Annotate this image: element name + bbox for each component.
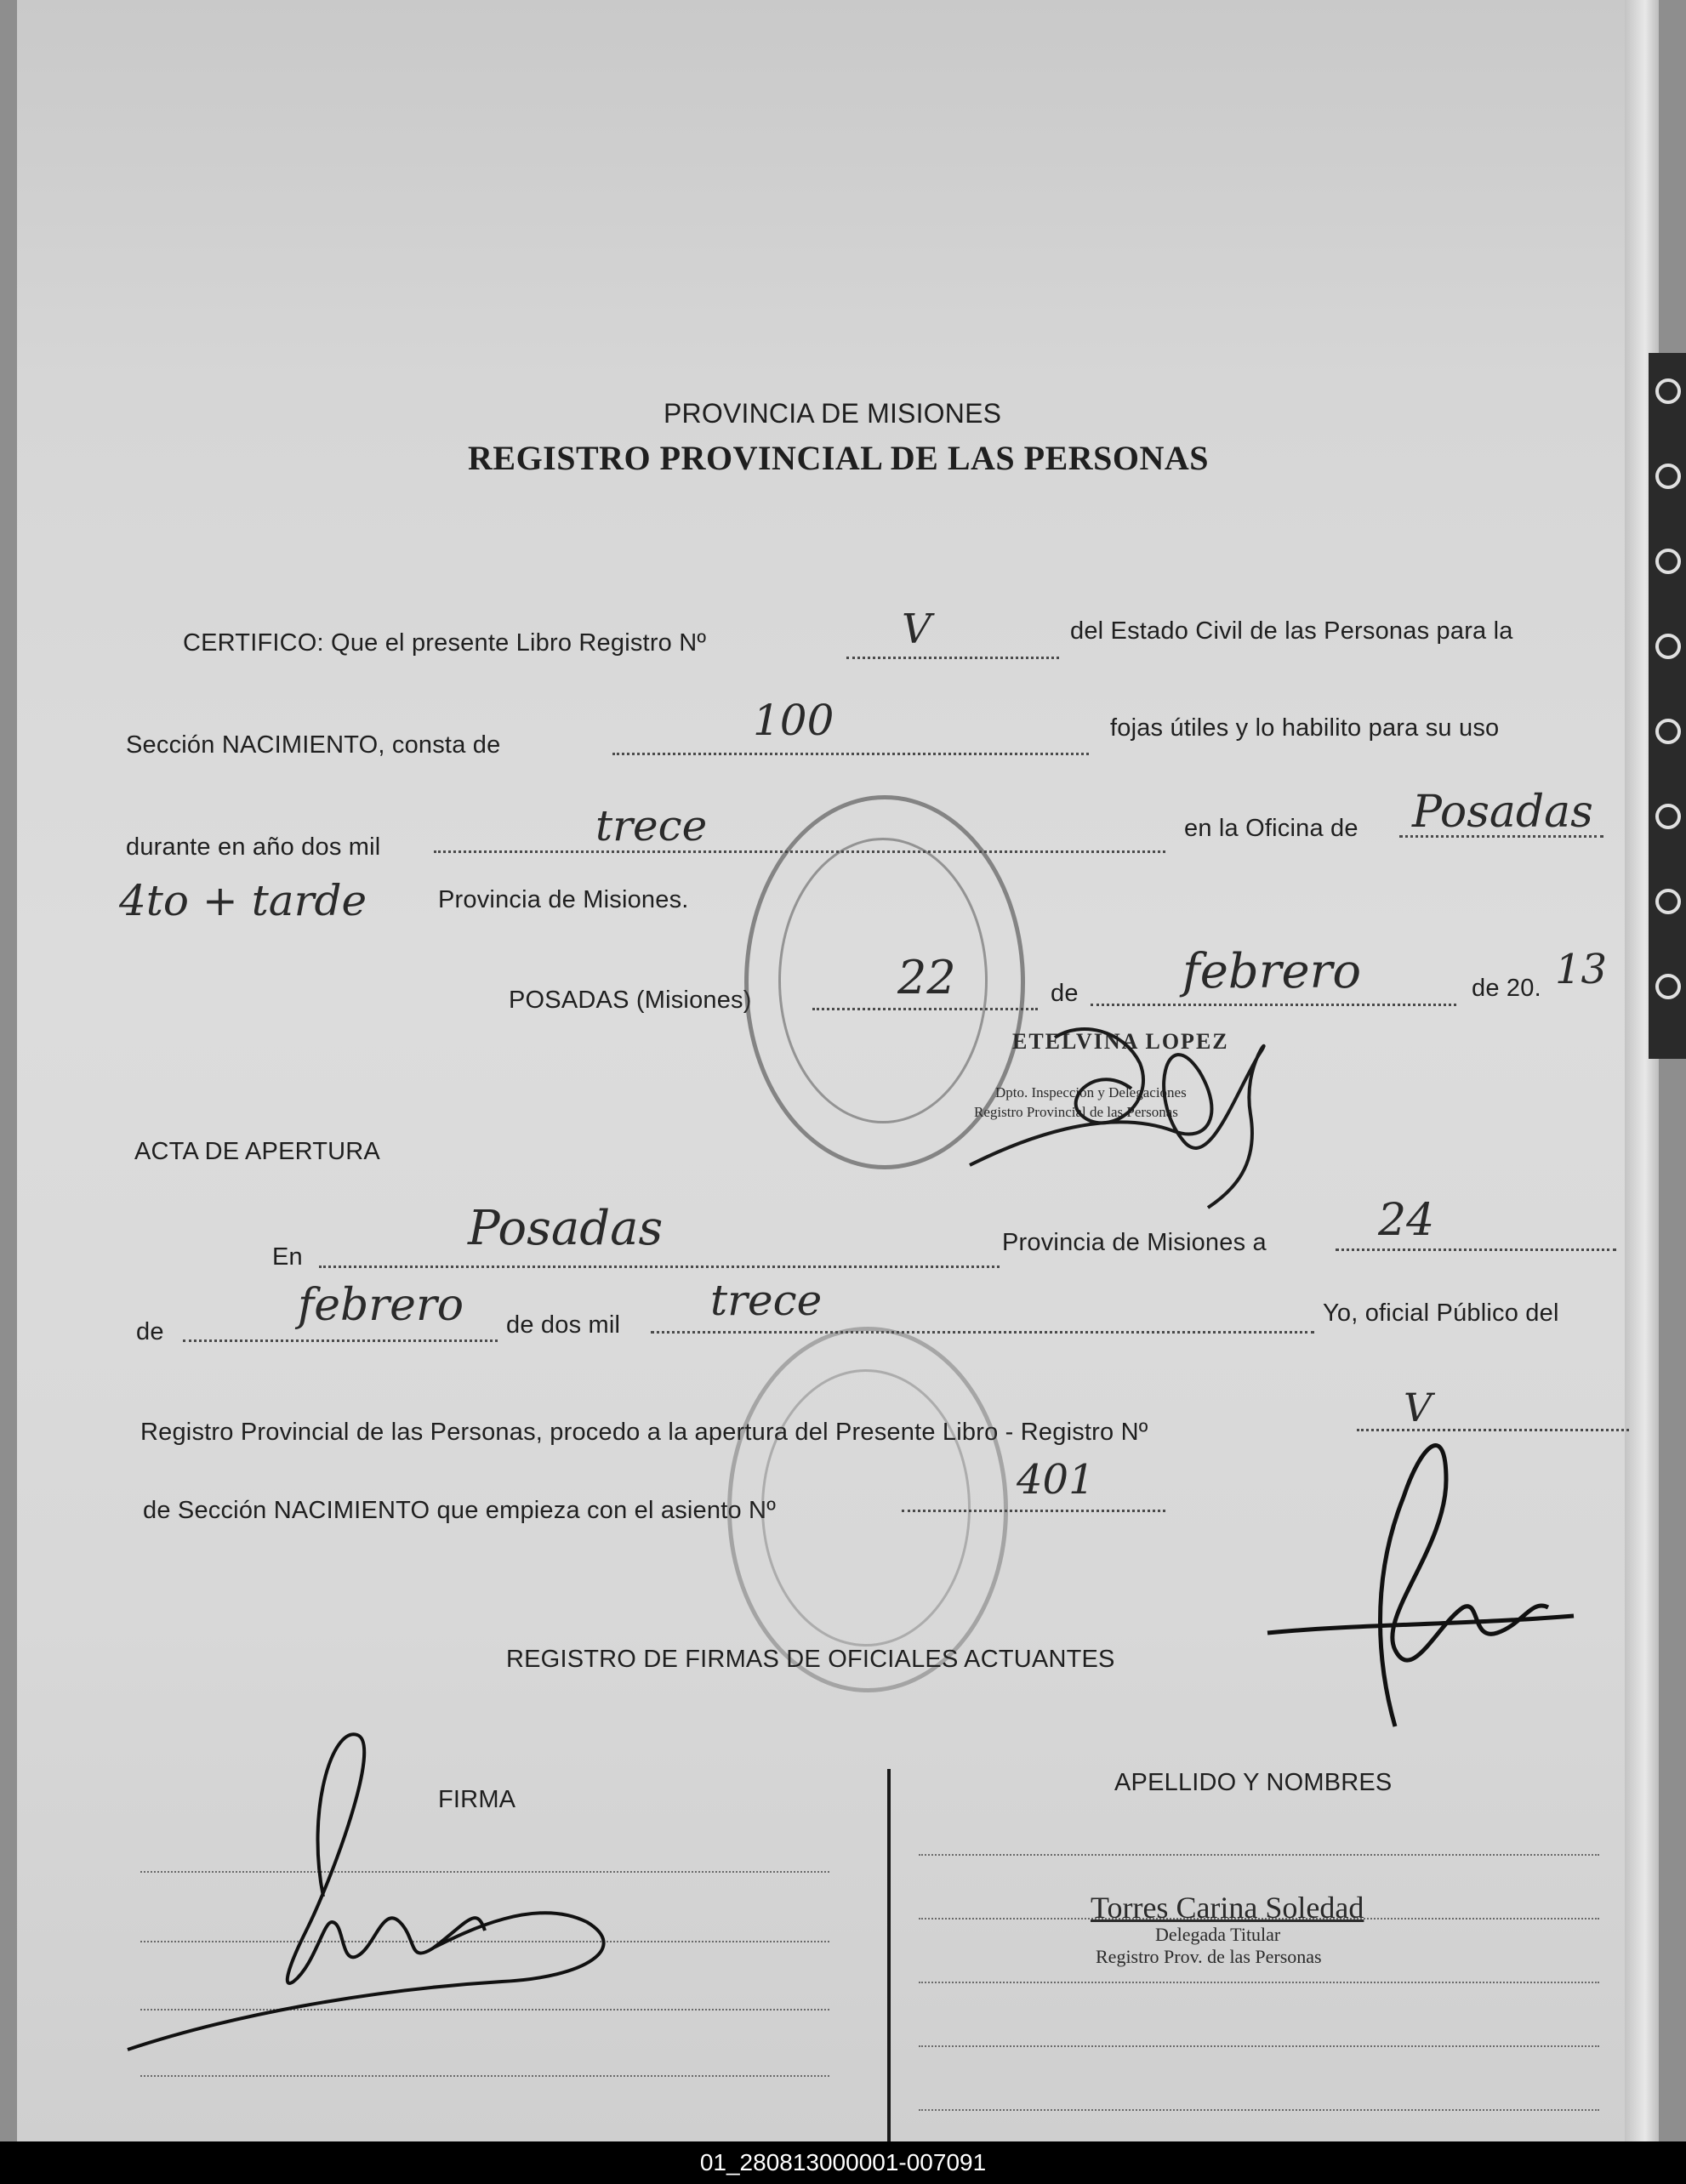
- col-firma: FIRMA: [438, 1786, 516, 1813]
- spiral-binding: [1649, 353, 1686, 1059]
- image-id-footer: 01_280813000001-007091: [0, 2141, 1686, 2184]
- stamp-name: ETELVINA LOPEZ: [1012, 1029, 1229, 1054]
- seat-number-handwritten: 401: [1017, 1456, 1095, 1504]
- acta-day-blank: [1336, 1248, 1616, 1251]
- acta-de: de: [136, 1318, 164, 1345]
- cert-line1-b: del Estado Civil de las Personas para la: [1070, 617, 1513, 645]
- name-line-3: [919, 1982, 1599, 1983]
- year-handwritten: trece: [595, 801, 708, 850]
- signature-1: [953, 970, 1310, 1225]
- date-de: de: [1051, 980, 1079, 1007]
- document-page: [17, 0, 1659, 2141]
- province-title: PROVINCIA DE MISIONES: [664, 398, 1002, 429]
- book-number-blank: [846, 657, 1059, 659]
- spiral-coil: [1655, 889, 1681, 914]
- acta-en: En: [272, 1243, 303, 1271]
- pages-handwritten: 100: [753, 696, 834, 745]
- acta-book-handwritten: V: [1404, 1385, 1433, 1430]
- spiral-coil: [1655, 549, 1681, 574]
- acta-heading: ACTA DE APERTURA: [134, 1138, 380, 1165]
- cert-line3-a: durante en año dos mil: [126, 833, 381, 861]
- name-line-5: [919, 2109, 1599, 2111]
- spiral-coil: [1655, 634, 1681, 659]
- month-handwritten: febrero: [1182, 944, 1362, 999]
- acta-line3: Registro Provincial de las Personas, procedo a la apertura del Presente Libro - Registro Nº: [140, 1419, 1148, 1446]
- cert-line1-a: CERTIFICO: Que el presente Libro Registro Nº: [183, 629, 707, 657]
- stamp-role-1: Dpto. Inspección y Delegaciones: [995, 1084, 1187, 1101]
- name-line-1: [919, 1854, 1599, 1856]
- cert-line4: Provincia de Misiones.: [438, 886, 689, 913]
- cert-line2-a: Sección NACIMIENTO, consta de: [126, 731, 501, 759]
- book-number-handwritten: V: [902, 606, 931, 653]
- spiral-coil: [1655, 804, 1681, 829]
- year-suffix-handwritten: 13: [1555, 946, 1608, 993]
- name-line-4: [919, 2045, 1599, 2047]
- signatures-heading: REGISTRO DE FIRMAS DE OFICIALES ACTUANTES: [506, 1646, 1115, 1673]
- acta-place-handwritten: Posadas: [468, 1201, 664, 1256]
- acta-place-blank: [319, 1265, 1000, 1268]
- acta-year-blank: [651, 1331, 1314, 1334]
- acta-month-handwritten: febrero: [298, 1280, 464, 1331]
- cert-line3-b: en la Oficina de: [1184, 815, 1358, 842]
- acta-prov: Provincia de Misiones a: [1002, 1229, 1267, 1256]
- stamp-role-2: Registro Provincial de las Personas: [974, 1104, 1178, 1120]
- office-continuation-handwritten: 4to + tarde: [119, 876, 367, 925]
- office-handwritten: Posadas: [1412, 787, 1593, 838]
- page-edge: [1625, 0, 1659, 2141]
- column-divider: [887, 1769, 891, 2141]
- year-prefix: de 20.: [1472, 975, 1541, 1002]
- acta-month-blank: [183, 1339, 498, 1342]
- day-handwritten: 22: [897, 951, 956, 1004]
- official-name: Torres Carina Soledad: [1091, 1891, 1364, 1925]
- signature-3: [111, 1709, 638, 2067]
- cert-line2-b: fojas útiles y lo habilito para su uso: [1110, 714, 1500, 742]
- registry-title: REGISTRO PROVINCIAL DE LAS PERSONAS: [468, 439, 1210, 477]
- acta-day-handwritten: 24: [1378, 1195, 1435, 1246]
- official-org: Registro Prov. de las Personas: [1096, 1946, 1322, 1967]
- spiral-coil: [1655, 378, 1681, 404]
- col-apellido-nombres: APELLIDO Y NOMBRES: [1114, 1769, 1393, 1796]
- spiral-coil: [1655, 464, 1681, 489]
- official-stamp-2-inner: [761, 1369, 971, 1647]
- pages-blank: [612, 753, 1089, 755]
- acta-line4: de Sección NACIMIENTO que empieza con el asiento Nº: [143, 1497, 776, 1524]
- firma-line-4: [140, 2075, 829, 2077]
- acta-year-handwritten: trece: [710, 1276, 823, 1325]
- official-title: Delegada Titular: [1155, 1924, 1281, 1945]
- acta-yo: Yo, oficial Público del: [1323, 1300, 1559, 1327]
- place-date-label: POSADAS (Misiones): [509, 987, 752, 1014]
- signature-2: [1250, 1412, 1608, 1752]
- spiral-coil: [1655, 974, 1681, 999]
- acta-de-dos-mil: de dos mil: [506, 1311, 621, 1339]
- spiral-coil: [1655, 719, 1681, 744]
